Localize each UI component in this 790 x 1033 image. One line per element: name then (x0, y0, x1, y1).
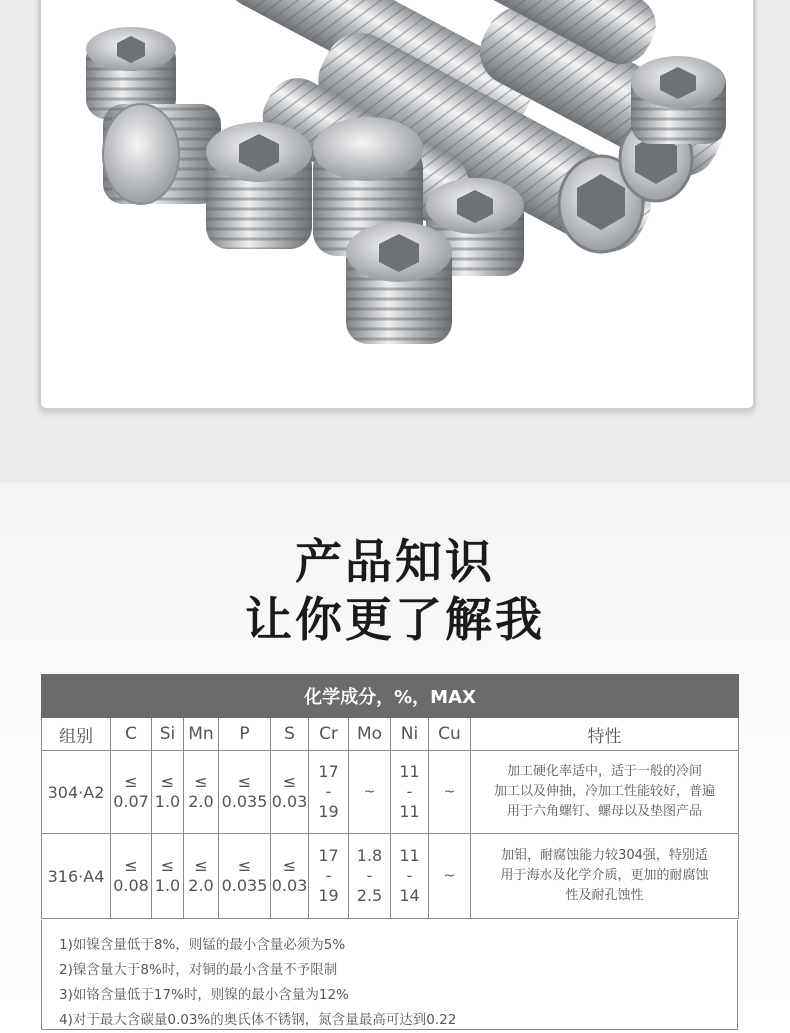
section-title-line2: 让你更了解我 (245, 593, 545, 648)
header-cr: Cr (309, 718, 349, 751)
property-cell: 加工硬化率适中，适于一般的冷间 加工以及伸抽，冷加工性能较好，普遍 用于六角螺钉、螺母以及垫图产品 (471, 751, 739, 834)
header-mn: Mn (184, 718, 219, 751)
header-property: 特性 (471, 718, 739, 751)
note-item: 3)如铬含量低于17%时，则镍的最小含量为12% (59, 987, 349, 1003)
cu-cell: ~ (429, 751, 471, 834)
table-header-row (42, 718, 739, 751)
table-title: 化学成分，%，MAX (42, 675, 739, 718)
header-cu: Cu (429, 718, 471, 751)
s-cell: ≤ 0.03 (271, 834, 309, 919)
header-ni: Ni (391, 718, 429, 751)
c-cell: ≤ 0.07 (111, 751, 152, 834)
cr-cell: 17 - 19 (309, 834, 349, 919)
cu-cell: ~ (429, 834, 471, 919)
grade-cell: 316·A4 (42, 834, 111, 919)
p-cell: ≤ 0.035 (219, 751, 271, 834)
header-mo: Mo (349, 718, 391, 751)
note-item: 2)镍含量大于8%时，对铜的最小含量不予限制 (59, 962, 338, 978)
mo-cell: ~ (349, 751, 391, 834)
si-cell: ≤ 1.0 (152, 834, 184, 919)
si-cell: ≤ 1.0 (152, 751, 184, 834)
property-cell: 加钼，耐腐蚀能力较304强，特别适 用于海水及化学介质，更加的耐腐蚀 性及耐孔蚀性 (471, 834, 739, 919)
note-item: 4)对于最大含碳量0.03%的奥氏体不锈钢，氮含量最高可达到0.22 (59, 1012, 457, 1028)
header-c: C (111, 718, 152, 751)
mo-cell: 1.8 - 2.5 (349, 834, 391, 919)
mn-cell: ≤ 2.0 (184, 751, 219, 834)
header-group: 组别 (42, 718, 111, 751)
grade-cell: 304·A2 (42, 751, 111, 834)
header-p: P (219, 718, 271, 751)
s-cell: ≤ 0.03 (271, 751, 309, 834)
table-notes (41, 920, 738, 1030)
ni-cell: 11 - 14 (391, 834, 429, 919)
note-item: 1)如镍含量低于8%，则锰的最小含量必须为5% (59, 937, 346, 953)
section-title-line1: 产品知识 (295, 535, 495, 590)
chemical-composition-table (41, 674, 739, 919)
p-cell: ≤ 0.035 (219, 834, 271, 919)
table-row (42, 751, 739, 834)
mn-cell: ≤ 2.0 (184, 834, 219, 919)
product-photo (41, 0, 759, 414)
c-cell: ≤ 0.08 (111, 834, 152, 919)
cr-cell: 17 - 19 (309, 751, 349, 834)
header-s: S (271, 718, 309, 751)
product-photo-area (0, 0, 790, 483)
table-row (42, 834, 739, 919)
product-photo-card (38, 0, 756, 411)
ni-cell: 11 - 11 (391, 751, 429, 834)
product-knowledge-section (0, 483, 790, 1028)
header-si: Si (152, 718, 184, 751)
